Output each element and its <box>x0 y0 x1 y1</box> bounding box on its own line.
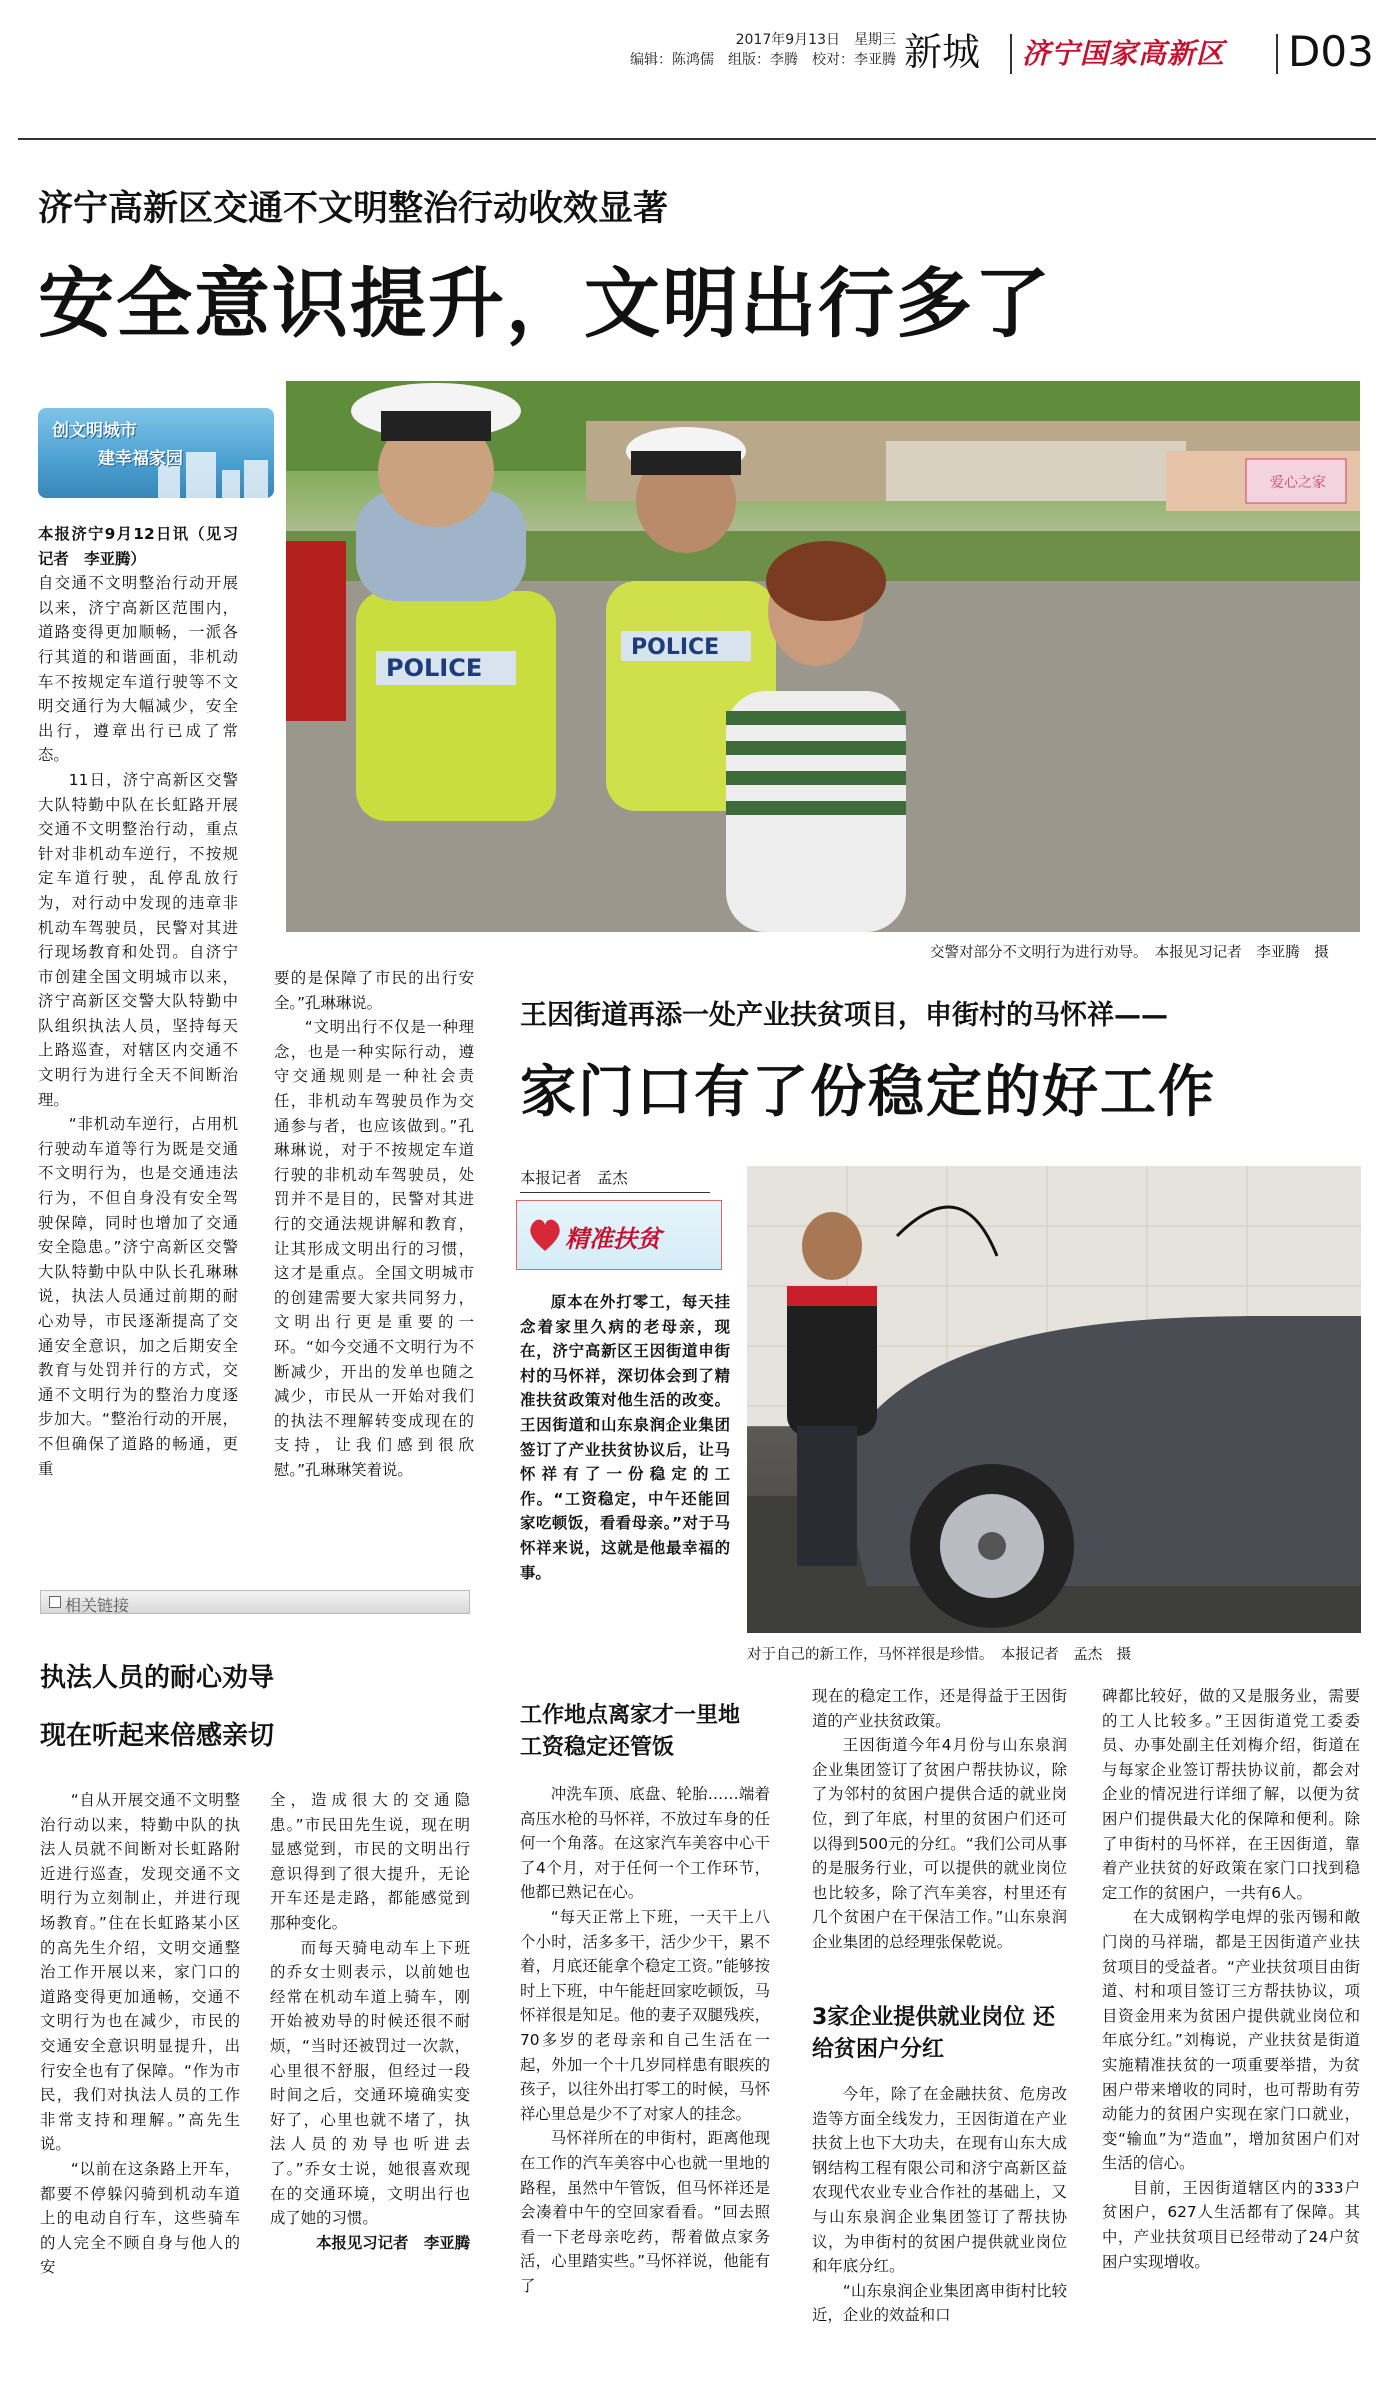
article2-kicker: 王因街道再添一处产业扶贫项目，申街村的马怀祥—— <box>520 1000 1168 1031</box>
vest-label-1: POLICE <box>386 654 483 682</box>
related-column1 <box>40 1788 240 2280</box>
article1-headline: 安全意识提升，文明出行多了 <box>38 259 1052 348</box>
byline-rule <box>520 1192 710 1193</box>
related-heading-2: 现在听起来倍感亲切 <box>40 1721 275 1751</box>
badge-label: 精准扶贫 <box>565 1224 661 1253</box>
header-divider <box>1010 34 1012 74</box>
issue-date: 2017年9月13日 星期三 <box>735 32 896 48</box>
article2-lead <box>520 1290 730 1585</box>
article2-paragraph: 在大成钢构学电焊的张丙锡和敞门岗的马祥瑞，都是王因街道产业扶贫项目的受益者。“产业扶贫项目由街道、村和项目签订三方帮扶协议，项目资金用来为贫困户提供就业岗位和年底分红。”刘梅说，产业扶贫是街道实施精准扶贫的一项重要举措，为贫困户带来增收的同时，也可帮助有劳动能力的贫困户实现在家门口就业，变“输血”为“造血”，增加贫困户们对生活的信心。 <box>1102 1908 1360 2173</box>
article1-dateline: 本报济宁9月12日讯（见习记者 李亚腾） <box>38 525 238 568</box>
related-paragraph: 全，造成很大的交通隐患。”市民田先生说，现在明显感觉到，市民的文明出行意识得到了很大提升，无论开车还是走路，都能感觉到那种变化。 <box>270 1791 470 1932</box>
article1-kicker: 济宁高新区交通不文明整治行动收效显著 <box>38 189 669 229</box>
article1-column2 <box>274 966 474 1482</box>
article1-paragraph: 11日，济宁高新区交警大队特勤中队在长虹路开展交通不文明整治行动，重点针对非机动车逆行，不按规定车道行驶，乱停乱放行为，对行动中发现的违章非机动车驾驶员，民警对其进行现场教育和处罚。自济宁市创建全国文明城市以来，济宁高新区交警大队特勤中队组织执法人员，坚持每天上路巡查，对辖区内交通不文明行为进行全天不间断治理。 <box>38 770 238 1109</box>
poverty-alleviation-badge <box>516 1200 722 1270</box>
article1-lead-paragraph: 自交通不文明整治行动开展以来，济宁高新区范围内，道路变得更加顺畅，一派各行其道的和谐画面，非机动车不按规定车道行驶等不文明交通行为大幅减少，安全出行，遵章出行已成了常态。 <box>38 574 238 765</box>
traffic-police-photo <box>286 381 1360 932</box>
article2-paragraph: 马怀祥所在的申街村，距离他现在工作的汽车美容中心也就一里地的路程，虽然中午管饭，但马怀祥还是会凑着中午的空回家看看。“回去照看一下老母亲吃药，帮着做点家务活，心里踏实些。”马怀祥说，他能有了 <box>520 2129 770 2295</box>
photo-illustration <box>286 381 1360 932</box>
article2-paragraph: “山东泉润企业集团离申街村比较近，企业的效益和口 <box>812 2281 1067 2325</box>
article2-column2-lower <box>812 2082 1067 2328</box>
page-number: D03 <box>1288 27 1374 76</box>
car-wash-photo <box>747 1166 1361 1633</box>
header-divider <box>1276 34 1278 74</box>
article1-column1 <box>38 522 238 1481</box>
article2-paragraph: 现在的稳定工作，还是得益于王因街道的产业扶贫政策。 <box>812 1687 1067 1730</box>
sign-text: 爱心之家 <box>1270 475 1326 491</box>
logo-line1: 创文明城市 <box>52 421 137 441</box>
related-paragraph: 而每天骑电动车上下班的乔女士则表示，以前她也经常在机动车道上骑车，刚开始被劝导的时候还很不耐烦，“当时还被罚过一次款，心里很不舒服，但经过一段时间之后，交通环境确实变好了，心里也就不堵了，执法人员的劝导也听进去了。”乔女士说，她很喜欢现在的交通环境，文明出行也成了她的习惯。 <box>270 1938 470 2228</box>
header-meta <box>606 30 896 70</box>
article2-byline: 本报记者 孟杰 <box>520 1169 628 1187</box>
article1-paragraph: “文明出行不仅是一种理念，也是一种实际行动，遵守交通规则是一种社会责任，非机动车驾驶员作为交通参与者，也应该做到。”孔琳琳说，对于不按规定车道行驶的非机动车驾驶员，处罚并不是目的，民警对其进行的交通法规讲解和教育，让其形成文明出行的习惯，这才是重点。全国文明城市的创建需要大家共同努力，文明出行更是重要的一环。“如今交通不文明行为不断减少，开出的发单也随之减少，市民从一开始对我们的执法不理解转变成现在的支持，让我们感到很欣慰。”孔琳琳笑着说。 <box>274 1018 474 1479</box>
brand-logo-text: 济宁国家高新区 <box>1022 37 1226 70</box>
article2-headline: 家门口有了份稳定的好工作 <box>520 1060 1216 1125</box>
related-paragraph: “自从开展交通不文明整治行动以来，特勤中队的执法人员就不间断对长虹路附近进行巡查，发现交通不文明行为立刻制止，并进行现场教育。”住在长虹路某小区的高先生介绍，文明交通整治工作开展以来，家门口的道路变得更加通畅，交通不文明行为也在减少，市民的交通安全意识明显提升，出行安全也有了保障。“作为市民，我们对执法人员的工作非常支持和理解。”高先生说。 <box>40 1791 240 2154</box>
section-name: 新城 <box>904 30 981 74</box>
related-link-label: 相关链接 <box>65 1596 130 1615</box>
related-heading-1: 执法人员的耐心劝导 <box>40 1663 275 1693</box>
article2-lead-paragraph: 原本在外打零工，每天挂念着家里久病的老母亲，现在，济宁高新区王因街道申街村的马怀祥，深切体会到了精准扶贫政策对他生活的改变。王因街道和山东泉润企业集团签订了产业扶贫协议后，让马怀祥有了一份稳定的工作。“工资稳定，中午还能回家吃顿饭，看看母亲。”对于马怀祥来说，这就是他最幸福的事。 <box>520 1293 730 1582</box>
photo-illustration <box>747 1166 1361 1633</box>
article2-paragraph: 目前，王因街道辖区内的333户贫困户，627人生活都有了保障。其中，产业扶贫项目已经带动了24户贫困户实现增收。 <box>1102 2178 1360 2271</box>
article1-paragraph: 要的是保障了市民的出行安全。”孔琳琳说。 <box>274 969 474 1012</box>
logo-line2: 建幸福家园 <box>98 449 183 469</box>
article2-paragraph: 王因街道今年4月份与山东泉润企业集团签订了贫困户帮扶协议，除了为邻村的贫困户提供合适的就业岗位，到了年底，村里的贫困户们还可以得到500元的分红。“我们公司从事的是服务行业，可以提供的就业岗位也比较多，除了汽车美容，村里还有几个贫困户在干保洁工作。”山东泉润企业集团的总经理张保乾说。 <box>812 1736 1067 1951</box>
civilization-campaign-logo <box>38 408 274 498</box>
editor-credits: 编辑：陈鸿儒 组版：李腾 校对：李亚腾 <box>630 52 896 68</box>
article2-paragraph: 今年，除了在金融扶贫、危房改造等方面全线发力，王因街道在产业扶贫上也下大功夫，在现有山东大成钢结构工程有限公司和济宁高新区益农现代农业专业合作社的基础上，又与山东泉润企业集团签订了帮扶协议，为申街村的贫困户提供就业岗位和年底分红。 <box>812 2085 1067 2276</box>
article2-subheading-1: 工作地点离家才一里地 工资稳定还管饭 <box>520 1703 741 1760</box>
photo2-caption: 对于自己的新工作，马怀祥很是珍惜。 本报记者 孟杰 摄 <box>747 1647 1132 1663</box>
article2-column1 <box>520 1782 770 2298</box>
square-icon <box>49 1596 61 1608</box>
article2-column3 <box>1102 1684 1360 2274</box>
article2-subheading-2: 3家企业提供就业岗位 还给贫困户分红 <box>812 2005 1055 2062</box>
related-link-bar <box>40 1590 470 1614</box>
photo1-caption: 交警对部分不文明行为进行劝导。 本报见习记者 李亚腾 摄 <box>930 945 1329 961</box>
article2-paragraph: 冲洗车顶、底盘、轮胎……端着高压水枪的马怀祥，不放过车身的任何一个角落。在这家汽车美容中心干了4个月，对于任何一个工作环节，他都已熟记在心。 <box>520 1785 770 1902</box>
heart-icon <box>527 1215 563 1255</box>
related-column2 <box>270 1788 470 2255</box>
article1-paragraph: “非机动车逆行，占用机行驶动车道等行为既是交通不文明行为，也是交通违法行为，不但自身没有安全驾驶保障，同时也增加了交通安全隐患。”济宁高新区交警大队特勤中队中队长孔琳琳说，执法人员通过前期的耐心劝导，市民逐渐提高了交通安全意识，加之后期安全教育与处罚并行的方式，交通不文明行为的整治力度逐步加大。“整治行动的开展，不但确保了道路的畅通，更重 <box>38 1115 238 1478</box>
article2-paragraph: 碑都比较好，做的又是服务业，需要的工人比较多。”王因街道党工委委员、办事处副主任刘梅介绍，街道在与每家企业签订帮扶协议前，都会对企业的情况进行详细了解，以便为贫困户们提供最大化的保障和便利。除了申街村的马怀祥，在王因街道，靠着产业扶贫的好政策在家门口找到稳定工作的贫困户，一共有6人。 <box>1102 1687 1360 1902</box>
vest-label-2: POLICE <box>631 635 720 660</box>
article2-column2 <box>812 1684 1067 1955</box>
header-rule <box>18 138 1376 140</box>
related-paragraph: “以前在这条路上开车，都要不停躲闪骑到机动车道上的电动自行车，这些骑车的人完全不顾自身与他人的安 <box>40 2159 240 2277</box>
related-byline: 本报见习记者 李亚腾 <box>316 2233 470 2252</box>
article2-paragraph: “每天正常上下班，一天干上八个小时，活多多干，活少少干，累不着，月底还能拿个稳定工资。”能够按时上下班，中午能赶回家吃顿饭，马怀祥很是知足。他的妻子双腿残疾，70多岁的老母亲和自己生活在一起，外加一个十几岁同样患有眼疾的孩子，以往外出打零工的时候，马怀祥心里总是少不了对家人的挂念。 <box>520 1907 770 2123</box>
